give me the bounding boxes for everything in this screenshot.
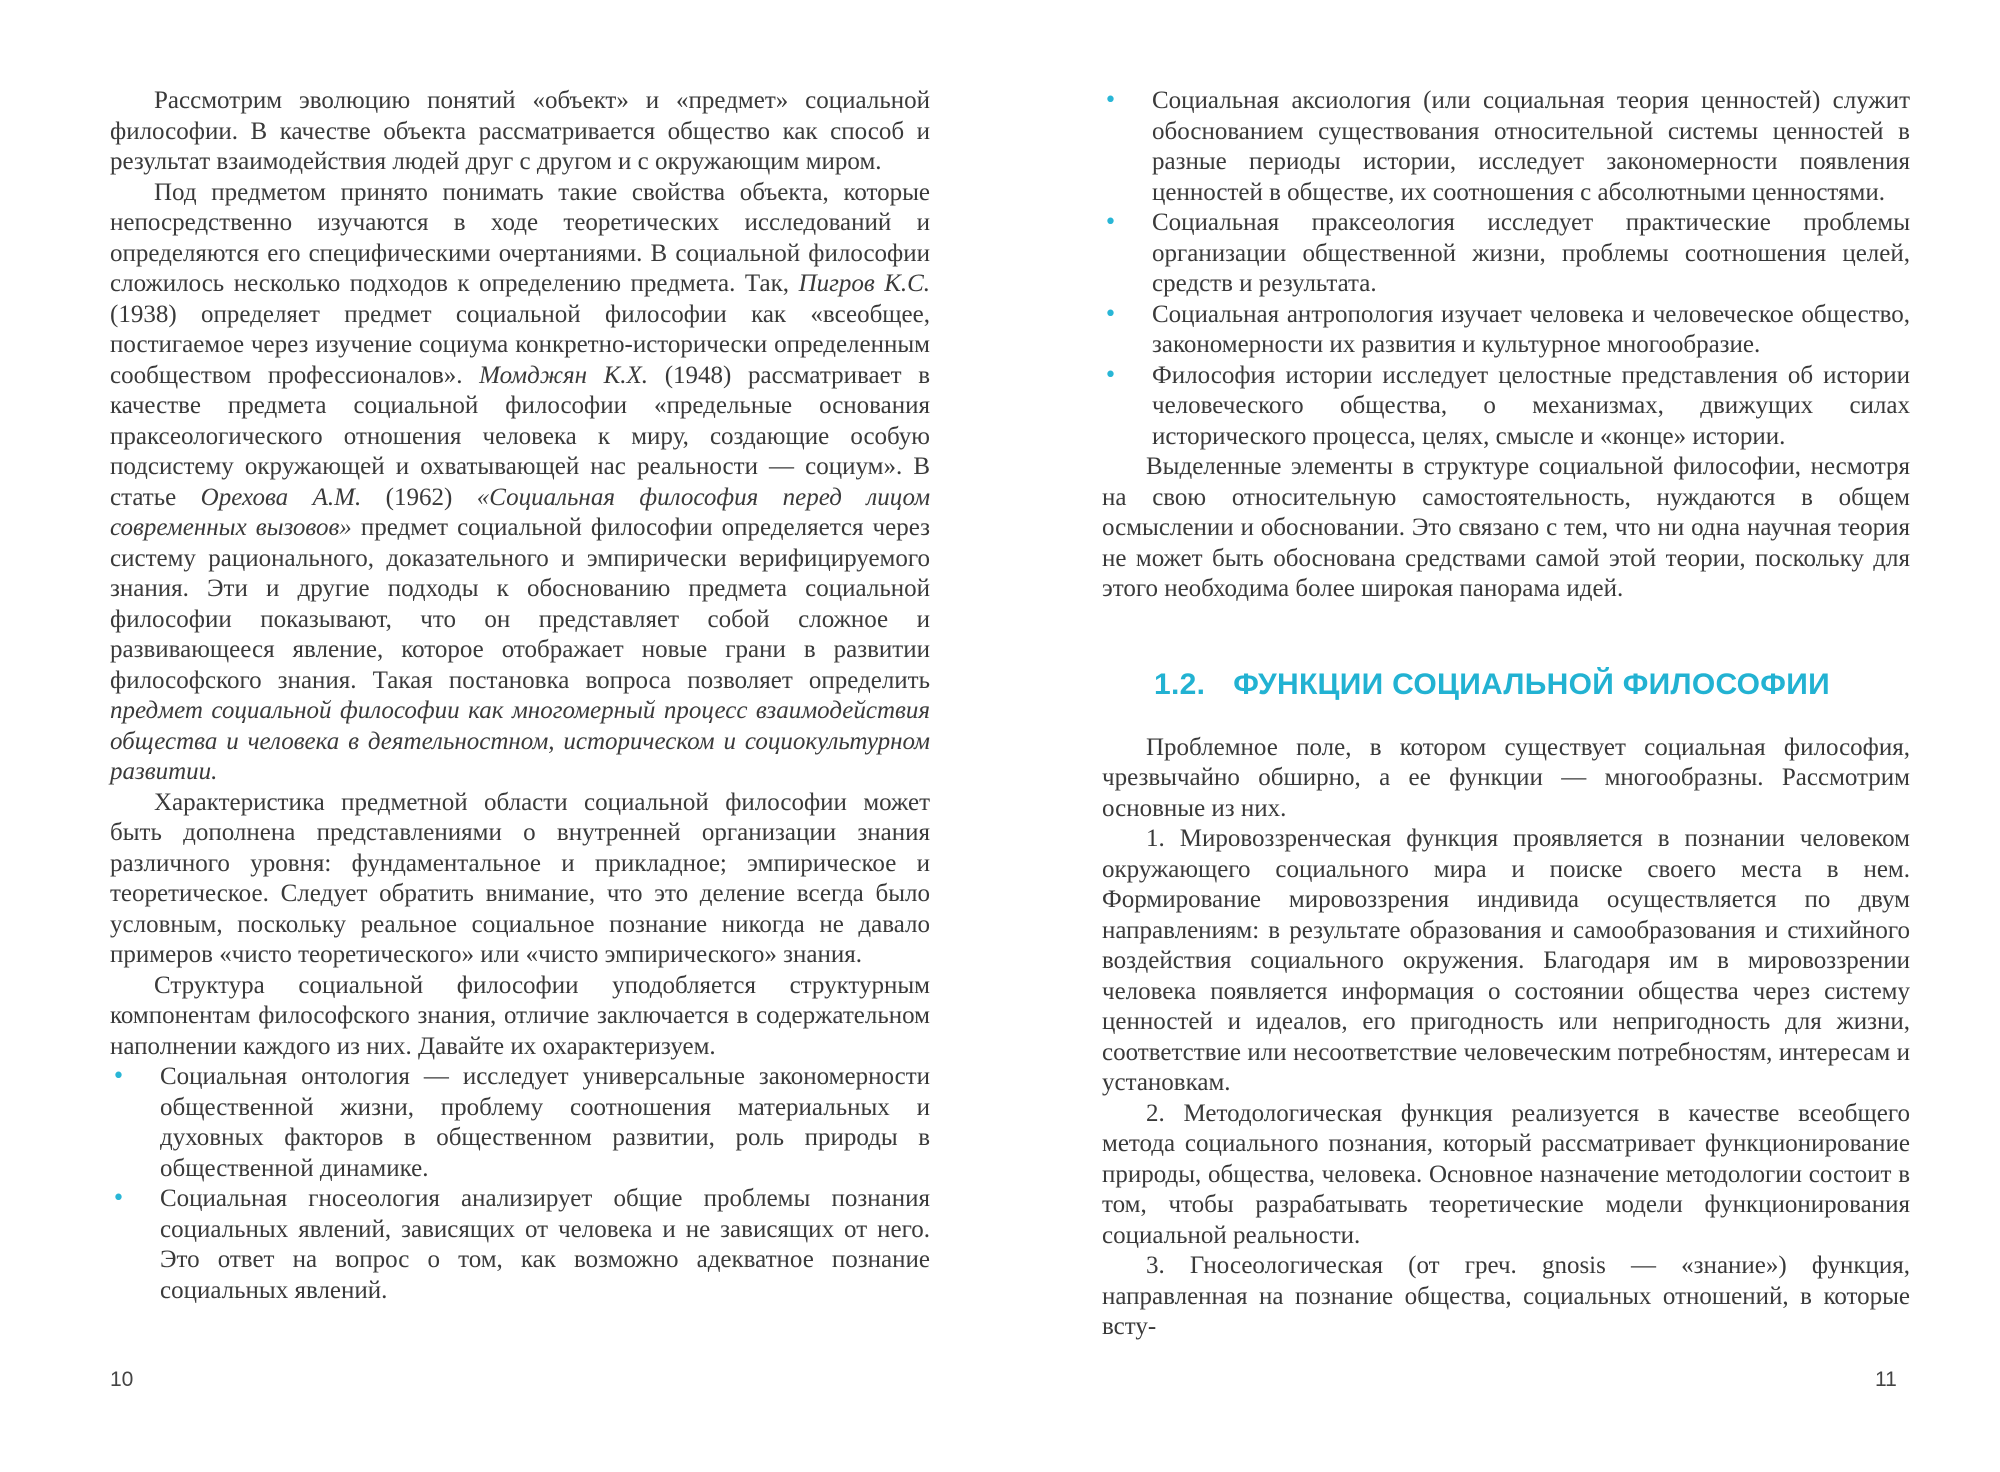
list-item-text: Социальная аксиология (или социальная теория ценностей) служит обоснованием существования относительной системы ценностей в разные периоды истории, исследует закономерности появления ценностей в обществе, их соотношения с абсолютными ценностями.	[1152, 87, 1910, 206]
paragraph: 3. Гносеологическая (от греч. gnosis — «знание») функция, направленная на познание общества, социальных отношений, в которые всту-	[1102, 1252, 1910, 1340]
bullet-icon: •	[112, 1186, 125, 1211]
page-number-left: 10	[110, 1368, 134, 1391]
author-name: Орехова А.М.	[200, 483, 362, 511]
bullet-icon: •	[1104, 301, 1117, 327]
list-item-text: Социальная онтология — исследует универсальные закономерности общественной жизни, проблему соотношения материальных и духовных факторов в общественном развитии, роль природы в общественной динамике.	[160, 1063, 930, 1182]
text-run: (1962)	[385, 483, 453, 511]
right-page	[1102, 86, 1910, 1343]
paragraph: 2. Методологическая функция реализуется в качестве всеобщего метода социального познания, который рассматривает функционирование природы, общества, человека. Основное назначение методологии состоит в том, чтобы разрабатывать теоретические модели функционирования социальной реальности.	[1102, 1099, 1910, 1249]
list-item-text: Социальная гносеология анализирует общие проблемы познания социальных явлений, зависящих от человека и не зависящих от него. Это ответ на вопрос о том, как возможно адекватное познание социальных явлений.	[160, 1185, 930, 1304]
text-run: (1948) рассматривает в качестве предмета социальной философии «предельные основания праксеологического отношения человека к миру, создающие особую подсистему окружающей и охватывающей нас реальности — социум». В статье	[110, 361, 931, 511]
text-run: (1938) определяет предмет социальной философии как «всеобщее, постигаемое через изучение социума конкретно-исторически определенным сообществом профессионалов».	[110, 300, 930, 389]
paragraph: Характеристика предметной области социальной философии может быть дополнена представлениями о внутренней организации знания различного уровня: фундаментальное и прикладное; эмпирическое и теоретическое. Следует обратить внимание, что это деление всегда было условным, поскольку реальное социальное познание никогда не давало примеров «чисто теоретического» или «чисто эмпирического» знания.	[110, 788, 930, 968]
text-run: предмет социальной философии определяется через систему рационального, доказательного и эмпирически верифицируемого знания. Эти и другие подходы к обоснованию предмета социальной философии показывают, что он представляет собой сложное и развивающееся явление, которое отображает новые грани в развитии философского знания. Такая постановка вопроса позволяет определить	[110, 514, 930, 694]
page-number-right: 11	[1875, 1368, 1897, 1391]
list-item	[110, 1184, 930, 1306]
list-item-text: Философия истории исследует целостные представления об истории человеческого общества, о механизмах, движущих силах исторического процесса, целях, смысле и «конце» истории.	[1152, 361, 1910, 450]
text-run: Под предметом принято понимать такие свойства объекта, которые непосредственно изучаются в ходе теоретических исследований и определяются его специфическими очертаниями. В социальной философии сложилось несколько подходов к определению предмета. Так,	[110, 178, 930, 297]
section-number: 1.2.	[1154, 667, 1206, 701]
section-heading	[1154, 667, 1910, 703]
list-item	[1102, 86, 1910, 208]
paragraph: 1. Мировоззренческая функция проявляется в познании человеком окружающего социального мира и поиске своего места в нем. Формирование мировоззрения индивида осуществляется по двум направлениям: в результате образования и самообразования и стихийного воздействия социального окружения. Благодаря им в мировоззрении человека появляется информация о состоянии общества через систему ценностей и идеалов, его пригодность или непригодность для жизни, соответствие или несоответствие человеческим потребностям, интересам и установкам.	[1102, 825, 1910, 1096]
author-name: Пигров К.С.	[798, 270, 931, 297]
author-name: Момджян К.Х.	[479, 361, 649, 389]
paragraph: Проблемное поле, в котором существует социальная философия, чрезвычайно обширно, а ее функции — многообразны. Рассмотрим основные из них.	[1102, 733, 1910, 822]
bullet-icon: •	[112, 1064, 125, 1089]
bullet-icon: •	[1104, 362, 1117, 388]
definition: предмет социальной философии как многомерный процесс взаимодействия общества и человека в деятельностном, историческом и социокультурном развитии.	[110, 697, 930, 785]
bullet-list	[1102, 86, 1910, 452]
list-item-text: Социальная праксеология исследует практические проблемы организации общественной жизни, проблемы соотношения целей, средств и результата.	[1152, 209, 1910, 297]
list-item	[110, 1062, 930, 1184]
paragraph: Выделенные элементы в структуре социальной философии, несмотря на свою относительную самостоятельность, нуждаются в общем осмыслении и обосновании. Это связано с тем, что ни одна научная теория не может быть обоснована средствами самой этой теории, поскольку для этого необходима более широкая панорама идей.	[1102, 453, 1910, 602]
bullet-icon: •	[1104, 210, 1117, 235]
article-title: «Социальная философия перед лицом современных вызовов»	[110, 483, 931, 541]
paragraph	[110, 178, 930, 788]
paragraph: Рассмотрим эволюцию понятий «объект» и «предмет» социальной философии. В качестве объекта рассматривается общество как способ и результат взаимодействия людей друг с другом и с окружающим миром.	[110, 87, 930, 175]
list-item	[1102, 300, 1910, 361]
list-item	[1102, 208, 1910, 300]
bullet-icon: •	[1104, 88, 1117, 113]
bullet-list	[110, 1062, 930, 1306]
list-item	[1102, 361, 1910, 453]
left-page	[110, 86, 930, 1306]
section-title: ФУНКЦИИ СОЦИАЛЬНОЙ ФИЛОСОФИИ	[1233, 667, 1830, 701]
paragraph: Структура социальной философии уподобляется структурным компонентам философского знания, отличие заключается в содержательном наполнении каждого из них. Давайте их охарактеризуем.	[110, 971, 930, 1060]
list-item-text: Социальная антропология изучает человека и человеческое общество, закономерности их развития и культурное многообразие.	[1152, 300, 1910, 358]
